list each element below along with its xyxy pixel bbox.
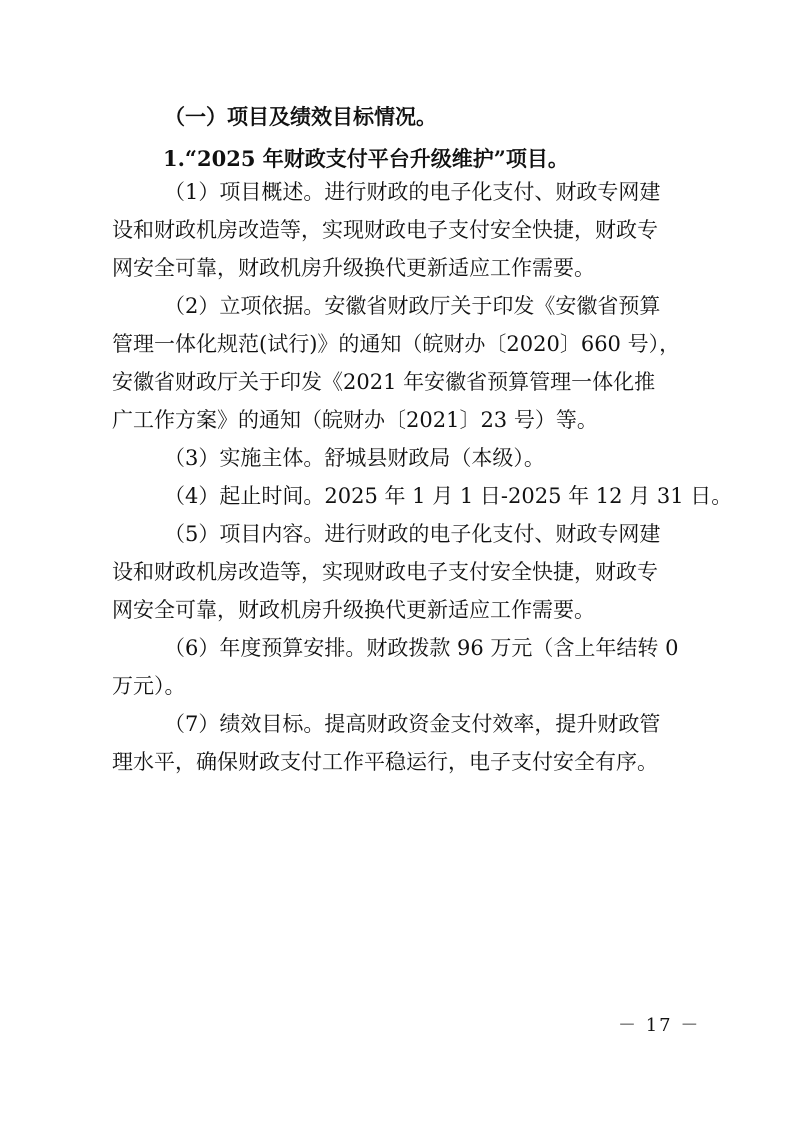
section-heading: （一）项目及绩效目标情况。	[164, 104, 437, 129]
paragraph-line: 网安全可靠，财政机房升级换代更新适应工作需要。	[112, 598, 595, 622]
paragraph-line: 广工作方案》的通知（皖财办〔2021〕23 号）等。	[112, 408, 598, 432]
paragraph-line: 设和财政机房改造等，实现财政电子支付安全快捷，财政专	[112, 218, 658, 242]
project-title: 1.“2025 年财政支付平台升级维护”项目。	[163, 146, 569, 171]
paragraph-line: 安徽省财政厅关于印发《2021 年安徽省预算管理一体化推	[112, 370, 656, 394]
paragraph-line: 万元）。	[112, 674, 186, 698]
paragraph-line: 理水平，确保财政支付工作平稳运行，电子支付安全有序。	[112, 750, 658, 774]
paragraph-line: （1）项目概述。进行财政的电子化支付、财政专网建	[164, 180, 661, 204]
paragraph-line: 网安全可靠，财政机房升级换代更新适应工作需要。	[112, 256, 595, 280]
paragraph-line: 设和财政机房改造等，实现财政电子支付安全快捷，财政专	[112, 560, 658, 584]
paragraph-line: 管理一体化规范(试行)》的通知（皖财办〔2020〕660 号），	[112, 332, 681, 356]
paragraph-line: （6）年度预算安排。财政拨款 96 万元（含上年结转 0	[164, 636, 679, 660]
page-number: － 17 －	[618, 1015, 701, 1036]
paragraph-line: （7）绩效目标。提高财政资金支付效率，提升财政管	[164, 712, 661, 736]
paragraph-line: （2）立项依据。安徽省财政厅关于印发《安徽省预算	[164, 294, 661, 318]
paragraph-line: （3）实施主体。舒城县财政局（本级）。	[164, 446, 545, 470]
paragraph-line: （4）起止时间。2025 年 1 月 1 日-2025 年 12 月 31 日。	[164, 484, 733, 508]
paragraph-line: （5）项目内容。进行财政的电子化支付、财政专网建	[164, 522, 661, 546]
